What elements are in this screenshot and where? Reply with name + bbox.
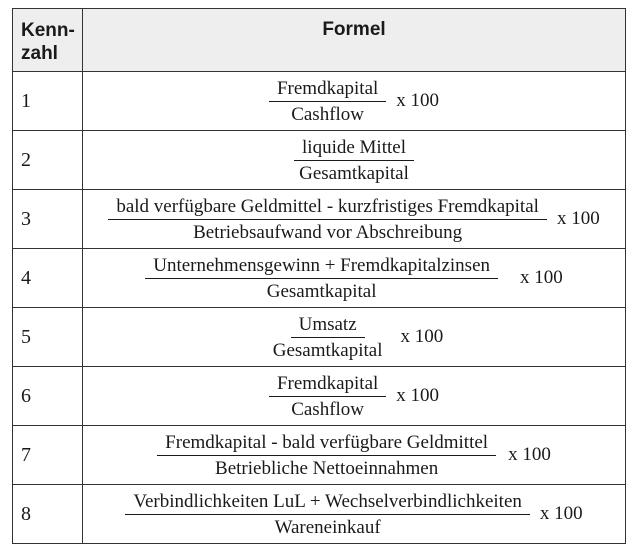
table-row [13,71,625,130]
fraction [145,254,498,303]
formula-cell [83,190,625,248]
denominator: Gesamtkapital [266,280,377,302]
table-row [13,484,625,543]
denominator: Betriebsaufwand vor Abschreibung [193,221,463,243]
header-kennzahl [13,9,83,71]
numerator: Umsatz [291,313,365,338]
formula-cell [83,308,625,366]
fraction [291,136,417,185]
header-formel: Formel [322,19,386,40]
numerator: Fremdkapital - bald verfügbare Geldmittel [157,431,496,456]
row-number: 2 [13,131,83,189]
table-header-row [13,9,625,71]
fraction [108,195,547,244]
table-row [13,366,625,425]
formula-cell [83,485,625,543]
denominator: Betriebliche Nettoeinnahmen [215,457,439,479]
denominator: Cashflow [291,103,365,125]
row-number: 4 [13,249,83,307]
denominator: Gesamtkapital [299,162,409,184]
fraction [125,490,530,539]
numerator: liquide Mittel [294,136,414,161]
table-row [13,189,625,248]
header-kennzahl-line1: Kenn- [21,20,75,41]
formula-cell [83,367,625,425]
formula-cell [83,72,625,130]
row-number: 5 [13,308,83,366]
formula-cell [83,249,625,307]
table-row [13,130,625,189]
fraction [269,372,386,421]
kennzahlen-table [12,8,626,544]
numerator: Fremdkapital [269,77,386,102]
table-row [13,307,625,366]
row-number: 3 [13,190,83,248]
numerator: Verbindlichkeiten LuL + Wechselverbindlichkeiten [125,490,530,515]
denominator: Cashflow [291,398,365,420]
factor: x 100 [396,385,440,406]
factor: x 100 [400,326,444,347]
factor: x 100 [508,444,551,465]
factor: x 100 [556,208,600,229]
denominator: Wareneinkauf [274,516,381,538]
fraction [157,431,496,480]
row-number: 7 [13,426,83,484]
formula-cell [83,426,625,484]
table-row [13,425,625,484]
numerator: Unternehmensgewinn + Fremdkapitalzinsen [145,254,498,279]
fraction [269,77,386,126]
row-number: 8 [13,485,83,543]
numerator: Fremdkapital [269,372,386,397]
header-kennzahl-line2: zahl [21,43,58,64]
formula-cell [83,131,625,189]
row-number: 6 [13,367,83,425]
factor: x 100 [539,503,583,524]
denominator: Gesamtkapital [272,339,383,361]
table-row [13,248,625,307]
row-number: 1 [13,72,83,130]
factor: x 100 [520,267,563,288]
factor: x 100 [396,90,440,111]
numerator: bald verfügbare Geldmittel - kurzfristiges Fremdkapital [108,195,547,220]
fraction [265,313,391,362]
